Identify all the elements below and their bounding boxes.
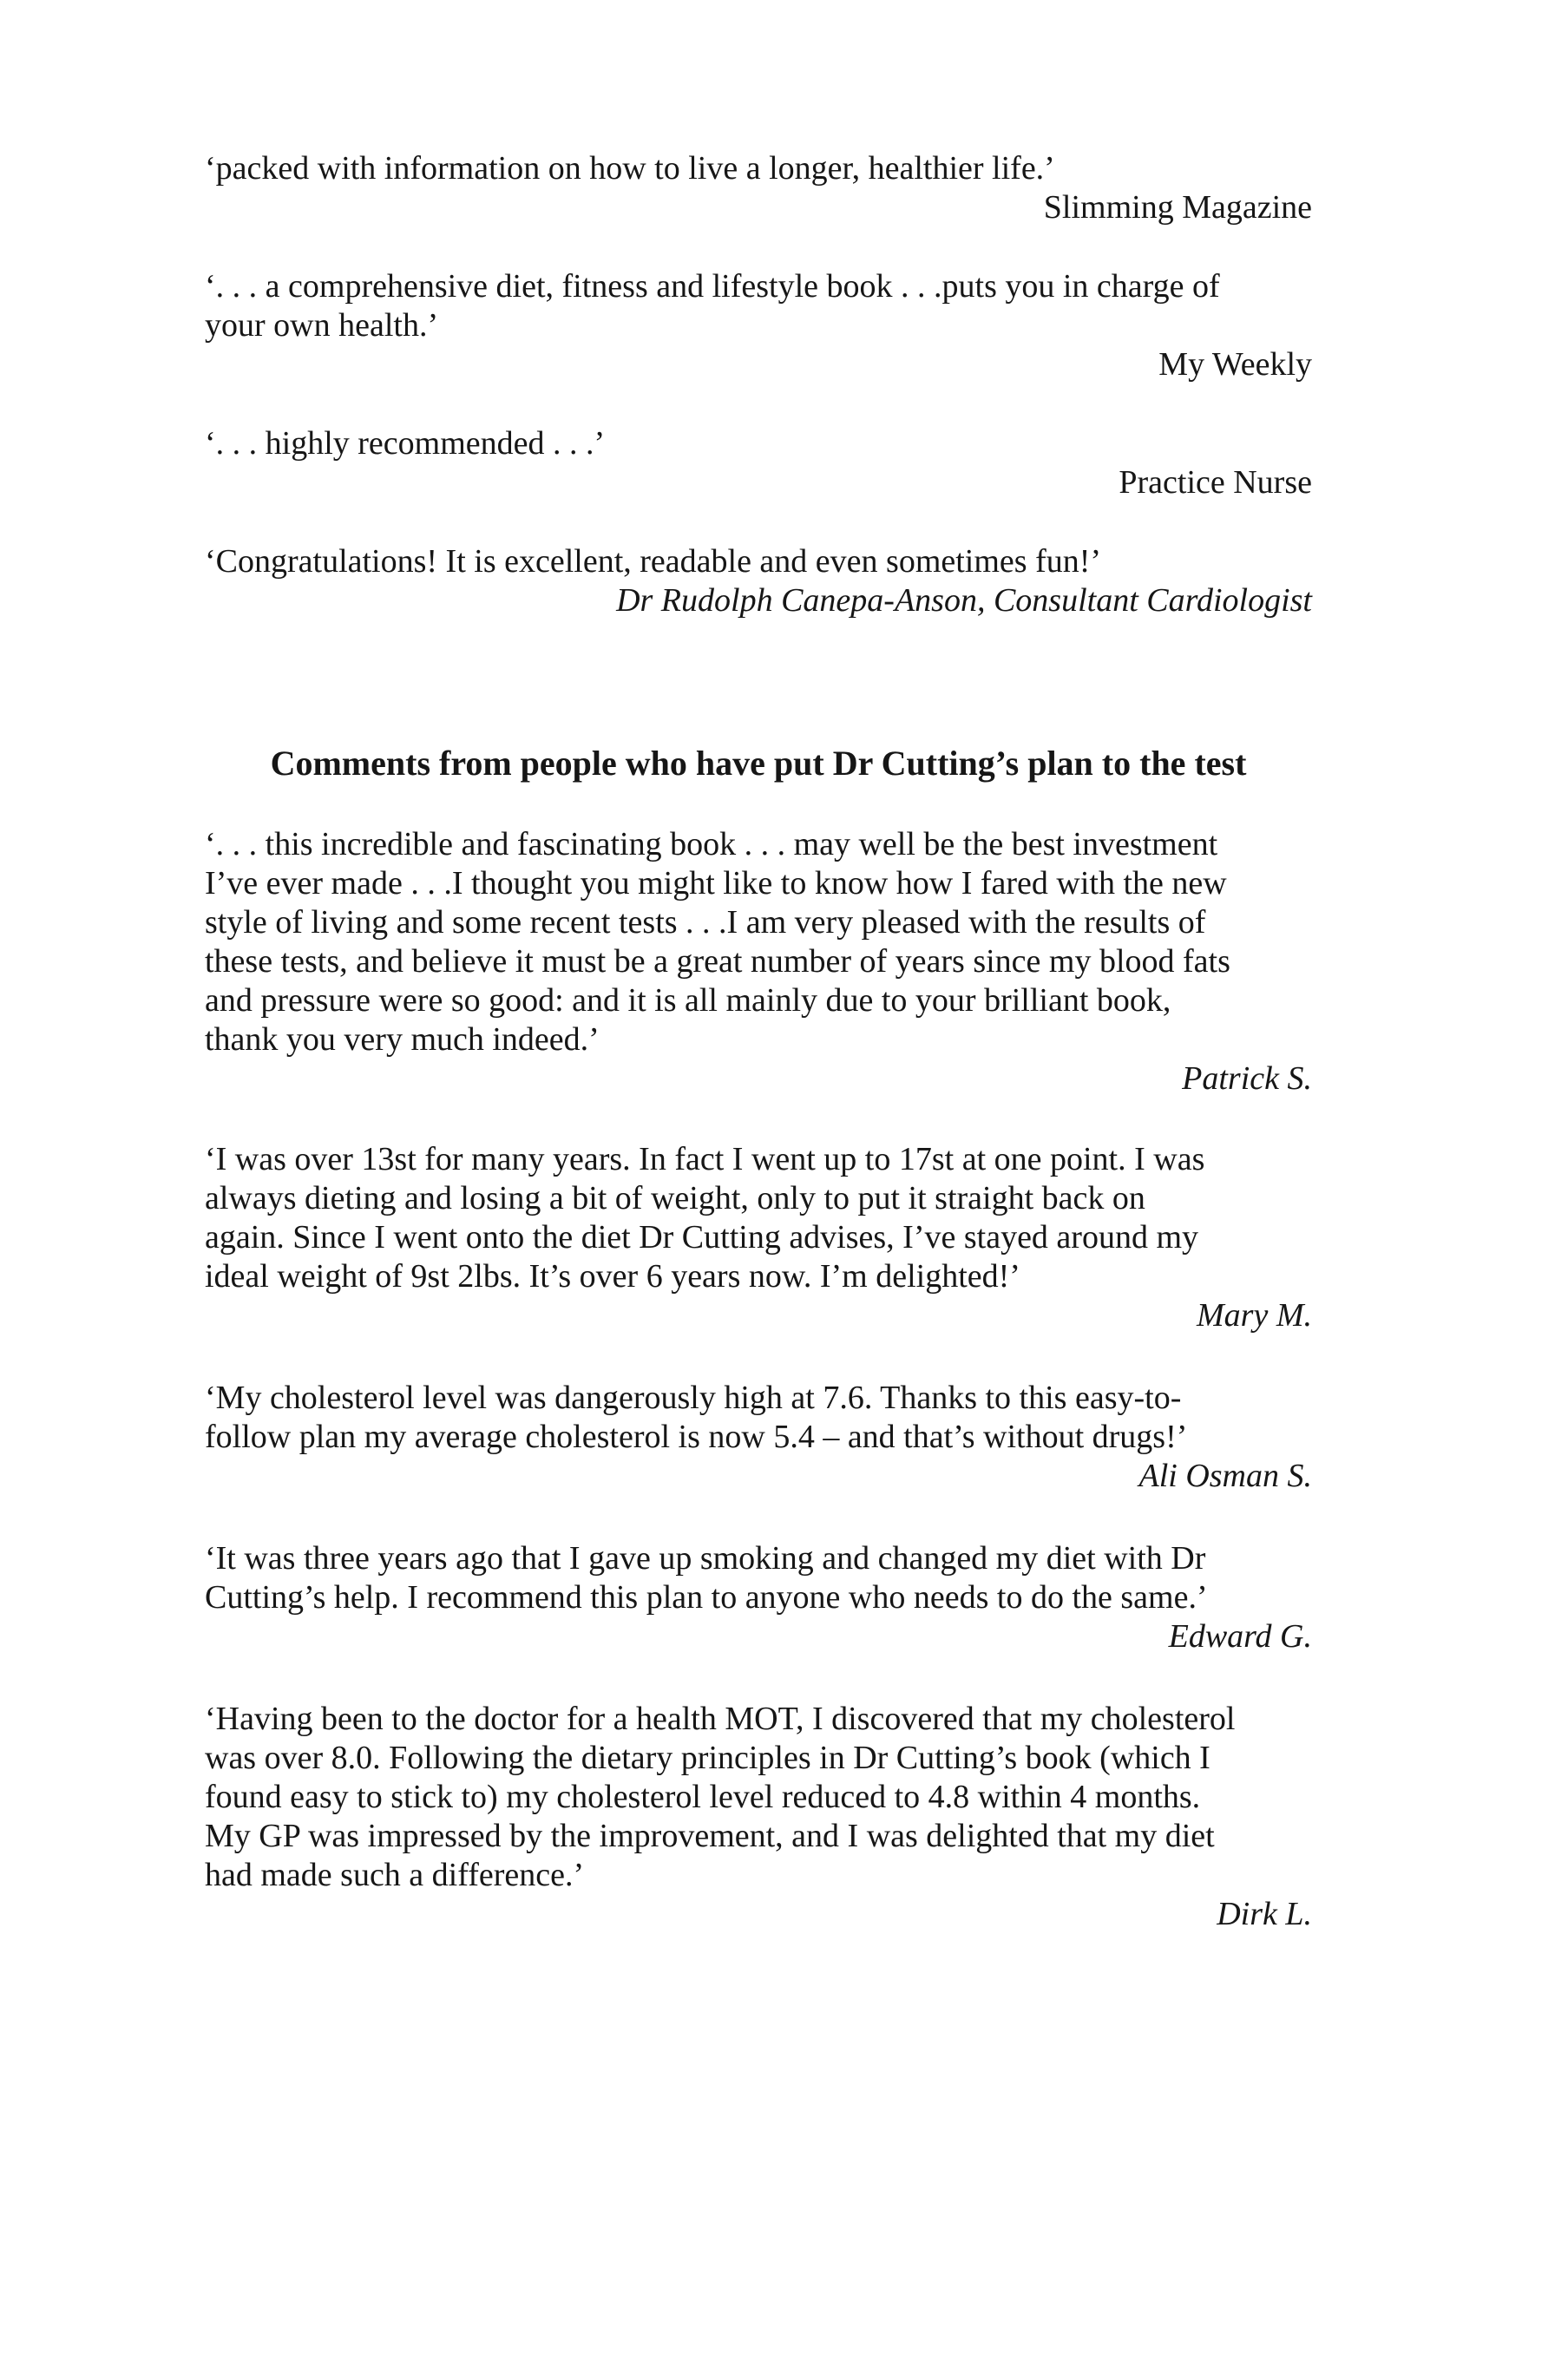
quote-line: My GP was impressed by the improvement, and I was delighted that my diet [205,1818,1215,1854]
press-quote-my-weekly [205,267,1312,384]
quote-attribution: Dr Rudolph Canepa-Anson, Consultant Cardiologist [616,582,1312,619]
quote-line: ‘I was over 13st for many years. In fact I went up to 17st at one point. I was [205,1141,1205,1177]
quote-attribution: Ali Osman S. [1138,1458,1312,1494]
section-heading: Comments from people who have put Dr Cutting’s plan to the test [270,744,1247,783]
quote-line: ideal weight of 9st 2lbs. It’s over 6 years now. I’m delighted!’ [205,1258,1020,1295]
quote-line: style of living and some recent tests . . .I am very pleased with the results of [205,904,1206,941]
quote-line: I’ve ever made . . .I thought you might like to know how I fared with the new [205,865,1227,902]
quote-line: found easy to stick to) my cholesterol level reduced to 4.8 within 4 months. [205,1779,1201,1815]
quote-line: your own health.’ [205,307,439,344]
quote-line: Cutting’s help. I recommend this plan to anyone who needs to do the same.’ [205,1579,1208,1616]
quote-attribution: Patrick S. [1182,1060,1312,1097]
quote-line: follow plan my average cholesterol is now 5.4 – and that’s without drugs!’ [205,1419,1188,1455]
quote-line: ‘My cholesterol level was dangerously high at 7.6. Thanks to this easy-to- [205,1380,1182,1416]
quote-line: thank you very much indeed.’ [205,1021,600,1058]
quote-line: these tests, and believe it must be a great number of years since my blood fats [205,943,1230,980]
quote-line: ‘Congratulations! It is excellent, readable and even sometimes fun!’ [205,543,1102,580]
quote-line: ‘packed with information on how to live a longer, healthier life.’ [205,150,1055,187]
quote-line: had made such a difference.’ [205,1857,585,1893]
quote-attribution: Practice Nurse [1119,464,1312,501]
quote-attribution: Dirk L. [1217,1896,1312,1932]
quote-line: and pressure were so good: and it is all mainly due to your brilliant book, [205,982,1171,1019]
text-column [205,149,1312,1934]
quote-line: was over 8.0. Following the dietary principles in Dr Cutting’s book (which I [205,1740,1210,1776]
reader-quote-ali [205,1379,1312,1496]
quote-line: always dieting and losing a bit of weight, only to put it straight back on [205,1180,1145,1216]
reader-quote-mary [205,1140,1312,1335]
quote-attribution: Edward G. [1168,1618,1312,1655]
quote-line: ‘. . . highly recommended . . .’ [205,425,606,462]
press-quote-practice-nurse [205,424,1312,502]
press-quote-cardiologist [205,542,1312,620]
quote-attribution: Slimming Magazine [1043,189,1312,226]
reader-quote-dirk [205,1700,1312,1934]
quote-line: ‘. . . this incredible and fascinating book . . . may well be the best investment [205,826,1218,862]
quote-line: ‘It was three years ago that I gave up smoking and changed my diet with Dr [205,1540,1206,1577]
quote-attribution: Mary M. [1197,1297,1312,1334]
quote-line: again. Since I went onto the diet Dr Cutting advises, I’ve stayed around my [205,1219,1199,1256]
quote-line: ‘Having been to the doctor for a health MOT, I discovered that my cholesterol [205,1701,1236,1737]
reader-quote-edward [205,1539,1312,1656]
press-quote-slimming-magazine [205,149,1312,227]
quote-attribution: My Weekly [1158,346,1312,383]
reader-quote-patrick [205,825,1312,1098]
quote-line: ‘. . . a comprehensive diet, fitness and lifestyle book . . .puts you in charge of [205,268,1220,305]
